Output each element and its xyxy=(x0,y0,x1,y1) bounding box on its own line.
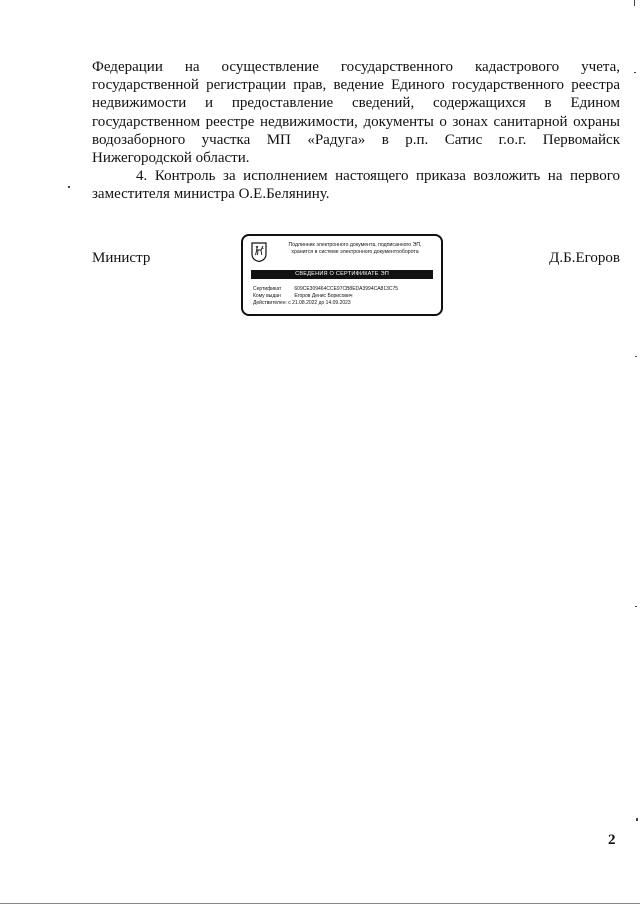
validity-label: Действителен: xyxy=(253,300,287,306)
scan-artifact xyxy=(634,72,636,73)
certificate-details xyxy=(253,286,398,307)
issued-to-value: Егоров Денис Борисович xyxy=(294,293,353,299)
paragraph-4: 4. Контроль за исполнением настоящего приказа возложить на первого заместителя министра О.Е.Белянину. xyxy=(92,168,620,203)
stamp-note xyxy=(271,242,439,256)
scan-artifact xyxy=(635,606,637,607)
electronic-signature-stamp xyxy=(241,234,443,316)
issued-to-label: Кому выдан xyxy=(253,293,281,299)
stamp-header: СВЕДЕНИЯ О СЕРТИФИКАТЕ ЭП xyxy=(251,270,433,279)
certificate-row xyxy=(253,286,398,293)
scan-artifact xyxy=(634,0,635,6)
scan-artifact xyxy=(68,186,70,188)
signatory-role: Министр xyxy=(92,250,151,266)
certificate-label: Сертификат xyxy=(253,286,282,292)
signatory-name: Д.Б.Егоров xyxy=(549,250,620,266)
stamp-note-line-2: хранится в системе электронного документооборота xyxy=(291,249,419,255)
validity-row xyxy=(253,300,398,307)
certificate-value: 609CE309464CCE97CB8EDA3994CA813C75 xyxy=(294,286,399,292)
nizhny-novgorod-deer-emblem-icon xyxy=(251,242,267,262)
validity-value: с 21.08.2022 до 14.09.2023 xyxy=(288,300,351,306)
page-number: 2 xyxy=(608,832,616,848)
paragraph-continuation: Федерации на осуществление государственного кадастрового учета, государственной регистрации прав, ведение Единого государственного реестра недвижимости и предоставление сведений, содержащихся в Едином государственном реестре недвижимости, документы о зонах санитарной охраны водозаборного участка МП «Радуга» в р.п. Сатис г.о.г. Первомайск Нижегородской области. xyxy=(92,59,620,167)
scan-artifact xyxy=(636,818,638,821)
scan-edge-line xyxy=(0,903,640,904)
issued-to-row xyxy=(253,293,398,300)
document-body xyxy=(92,58,620,204)
scan-artifact xyxy=(635,356,637,357)
stamp-note-line-1: Подлинник электронного документа, подписанного ЭП, xyxy=(288,242,422,248)
